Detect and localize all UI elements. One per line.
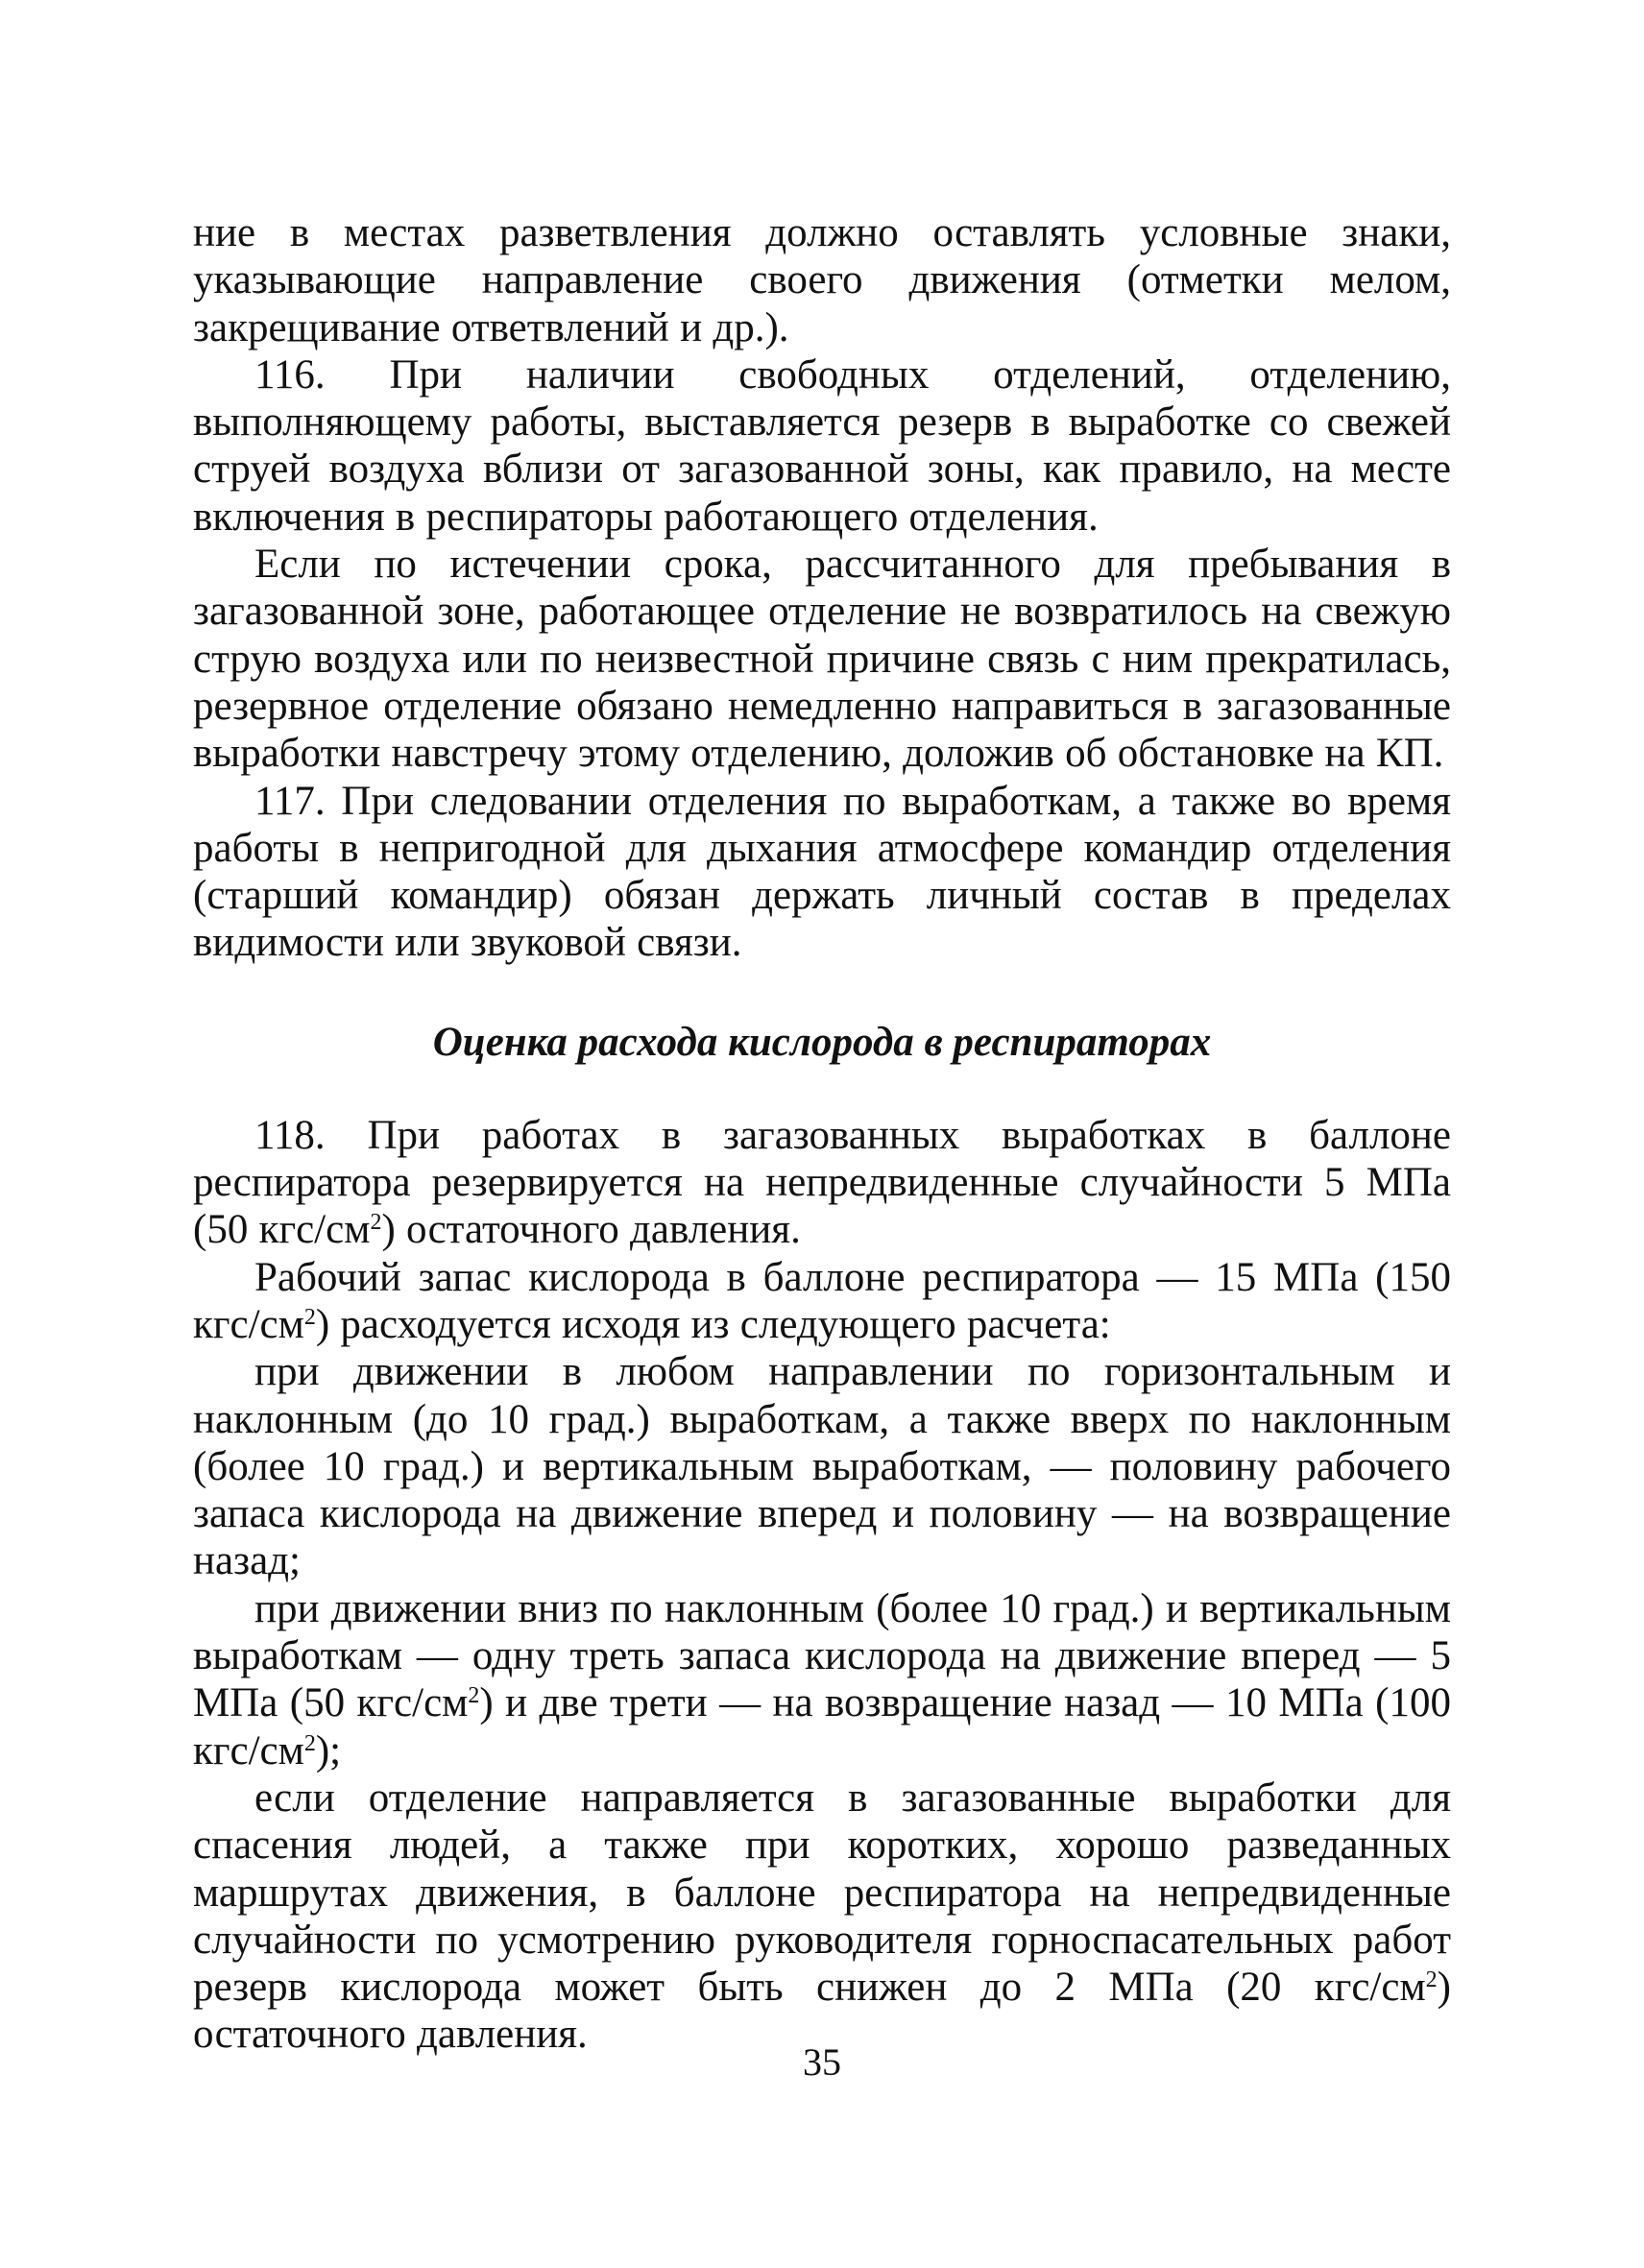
paragraph-rescue-text-a: если отделение направляется в загазованные выработки для спасения людей, а также при коротких, хорошо разведанных маршрутах движения, в баллоне респиратора на непредвиденные случайности по усмотрению руководителя горноспасательных работ резерв кислорода может быть снижен до 2 МПа (20 кгс/см <box>193 1774 1451 2011</box>
paragraph-118-text-b: ) остаточного давления. <box>381 1207 801 1253</box>
paragraph-downward-text-b: ) и две трети — на возвращение назад — 10 МПа (100 кгс/см <box>193 1680 1451 1773</box>
superscript: 2 <box>370 1210 382 1236</box>
paragraph-downward-text-a: при движении вниз по наклонным (более 10 град.) и вертикальным выработкам — одну треть запаса кислорода на движение вперед — 5 МПа (50 кгс/см <box>193 1585 1451 1726</box>
superscript: 2 <box>303 1304 316 1330</box>
paragraph-continuation: ние в местах разветвления должно оставлять условные знаки, указывающие направление своего движения (отметки мелом, закрещивание ответвлений и др.). <box>193 210 1451 350</box>
paragraph-working-reserve <box>193 1254 1451 1349</box>
page-number: 35 <box>803 2040 841 2084</box>
paragraph-118 <box>193 1112 1451 1254</box>
paragraph-horizontal-movement: при движении в любом направлении по горизонтальным и наклонным (до 10 град.) выработкам, а также вверх по наклонным (более 10 град.) и вертикальным выработкам, — половину рабочего запаса кислорода на движение вперед и половину — на возвращение назад; <box>193 1349 1451 1584</box>
paragraph-downward-movement <box>193 1585 1451 1774</box>
body-text <box>193 209 1451 2059</box>
section-heading: Оценка расхода кислорода в респираторах <box>432 1019 1212 1065</box>
paragraph-working-reserve-text-b: ) расходуется исходя из следующего расчета: <box>315 1301 1111 1347</box>
paragraph-116: 116. При наличии свободных отделений, отделению, выполняющему работы, выставляется резерв в выработке со свежей струей воздуха вблизи от загазованной зоны, как правило, на месте включения в респираторы работающего отделения. <box>193 351 1451 540</box>
paragraph-rescue <box>193 1774 1451 2059</box>
paragraph-working-reserve-text-a: Рабочий запас кислорода в баллоне респиратора — 15 МПа (150 кгс/см <box>193 1254 1451 1347</box>
superscript: 2 <box>1425 1967 1438 1993</box>
paragraph-118-text-a: 118. При работах в загазованных выработках в баллоне респиратора резервируется на непредвиденные случайности 5 МПа (50 кгс/см <box>193 1112 1451 1253</box>
paragraph-downward-text-c: ); <box>315 1727 342 1773</box>
superscript: 2 <box>468 1683 480 1709</box>
paragraph-117: 117. При следовании отделения по выработкам, а также во время работы в непригодной для дыхания атмосфере командир отделения (старший командир) обязан держать личный состав в пределах видимости или звуковой связи. <box>193 778 1451 966</box>
superscript: 2 <box>303 1730 316 1756</box>
paragraph-rescue-text-b: ) остаточного давления. <box>193 1965 1451 2058</box>
paragraph-reserve-squad: Если по истечении срока, рассчитанного для пребывания в загазованной зоне, работающее отделение не возвратилось на свежую струю воздуха или по неизвестной причине связь с ним прекратилась, резервное отделение обязано немедленно направиться в загазованные выработки навстречу этому отделению, доложив об обстановке на КП. <box>193 542 1451 777</box>
